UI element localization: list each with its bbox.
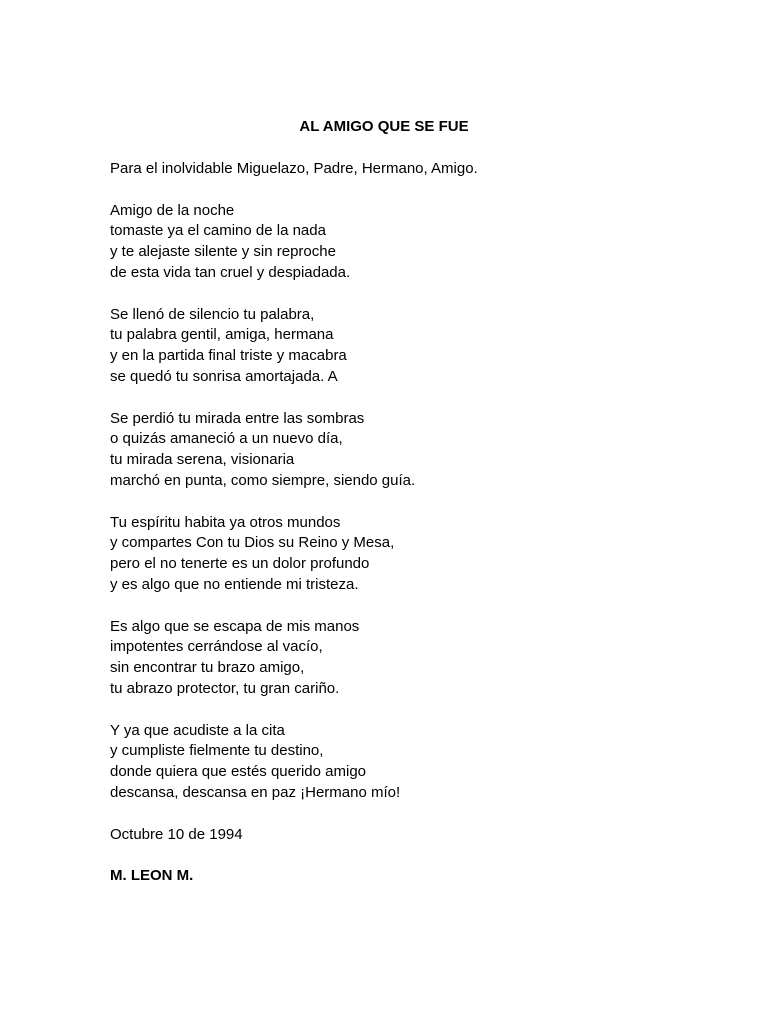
poem-line: tu palabra gentil, amiga, hermana — [110, 326, 334, 344]
poem-line: se quedó tu sonrisa amortajada. A — [110, 367, 338, 385]
poem-line: y en la partida final triste y macabra — [110, 347, 347, 365]
poem-line: Tu espíritu habita ya otros mundos — [110, 513, 341, 531]
poem-line: tomaste ya el camino de la nada — [110, 222, 326, 240]
stanza-6 — [110, 721, 710, 804]
author-signature: M. LEON M. — [110, 867, 194, 885]
poem-line: o quizás amaneció a un nuevo día, — [110, 430, 343, 448]
poem-body — [110, 159, 710, 887]
poem-line: de esta vida tan cruel y despiadada. — [110, 263, 351, 281]
poem-line: Se perdió tu mirada entre las sombras — [110, 409, 365, 427]
poem-line: y te alejaste silente y sin reproche — [110, 243, 336, 261]
poem-line: impotentes cerrándose al vacío, — [110, 638, 323, 656]
poem-line: y es algo que no entiende mi tristeza. — [110, 575, 359, 593]
poem-line: tu abrazo protector, tu gran cariño. — [110, 679, 340, 697]
poem-date: Octubre 10 de 1994 — [110, 825, 243, 843]
stanza-3 — [110, 409, 710, 492]
poem-line: marchó en punta, como siempre, siendo guía. — [110, 471, 416, 489]
poem-line: descansa, descansa en paz ¡Hermano mío! — [110, 783, 401, 801]
poem-line: y compartes Con tu Dios su Reino y Mesa, — [110, 534, 395, 552]
poem-line: tu mirada serena, visionaria — [110, 451, 295, 469]
stanza-1 — [110, 201, 710, 284]
poem-line: sin encontrar tu brazo amigo, — [110, 659, 305, 677]
poem-line: donde quiera que estés querido amigo — [110, 763, 367, 781]
dedication: Para el inolvidable Miguelazo, Padre, Hermano, Amigo. — [110, 160, 478, 177]
poem-line: y cumpliste fielmente tu destino, — [110, 742, 324, 760]
stanza-4 — [110, 513, 710, 596]
stanza-2 — [110, 305, 710, 388]
poem-line: Amigo de la noche — [110, 201, 235, 219]
stanza-5 — [110, 617, 710, 700]
poem-line: pero el no tenerte es un dolor profundo — [110, 555, 370, 573]
poem-line: Se llenó de silencio tu palabra, — [110, 305, 315, 323]
poem-title: AL AMIGO QUE SE FUE — [299, 118, 469, 135]
poem-line: Es algo que se escapa de mis manos — [110, 617, 360, 635]
poem-line: Y ya que acudiste a la cita — [110, 721, 285, 739]
